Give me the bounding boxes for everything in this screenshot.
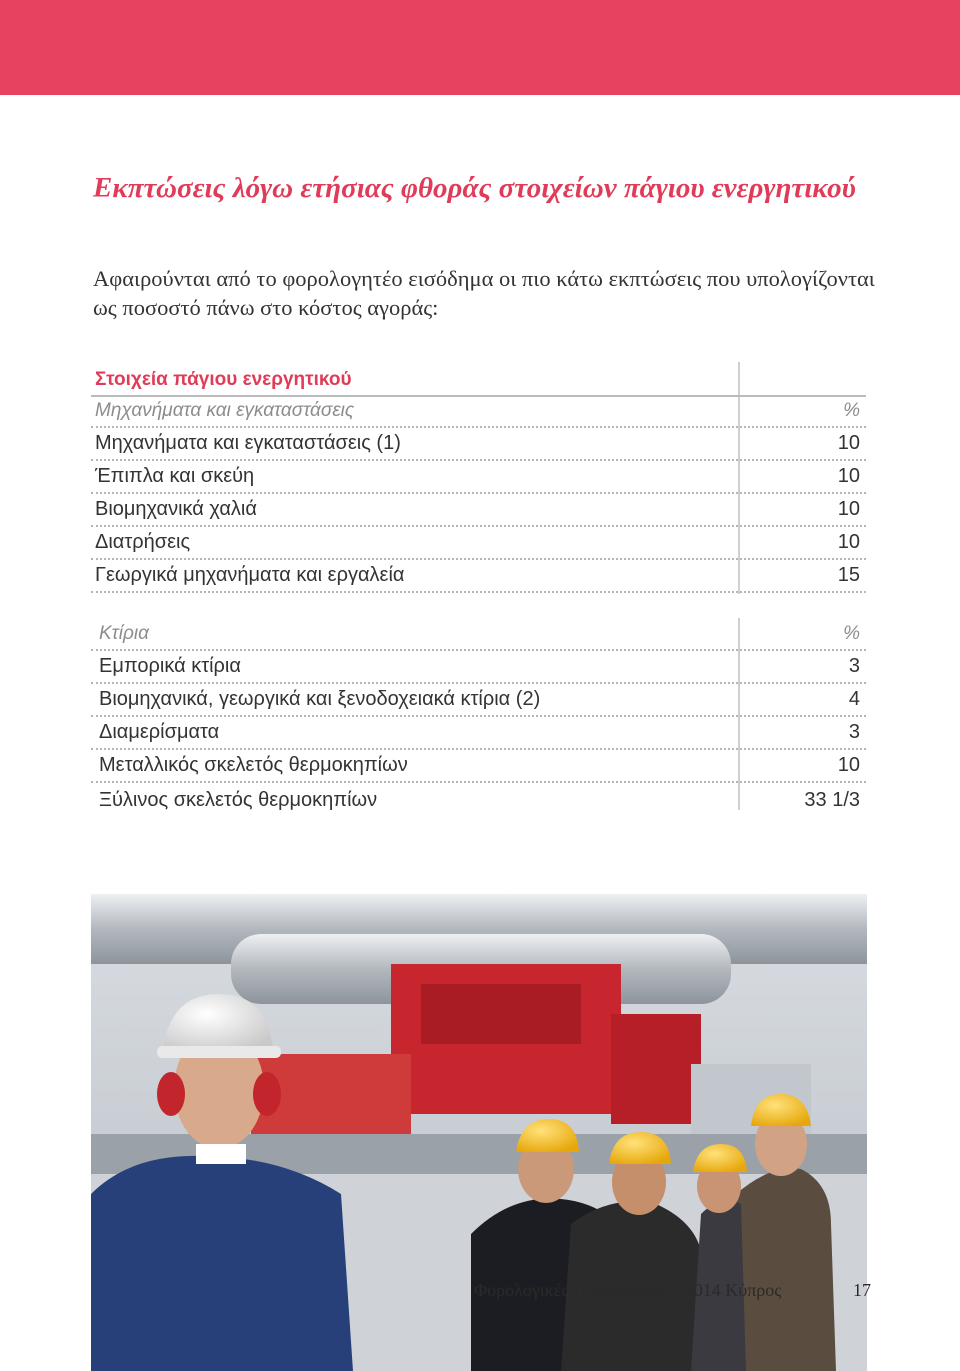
row-label: Βιομηχανικά, γεωργικά και ξενοδοχειακά κτίρια (2) xyxy=(99,688,541,710)
table-row xyxy=(91,651,866,684)
row-value: 10 xyxy=(837,465,860,487)
table-row xyxy=(91,750,866,783)
table-row xyxy=(91,560,866,593)
top-accent-band xyxy=(0,0,960,95)
row-label: Ξύλινος σκελετός θερμοκηπίων xyxy=(99,789,378,811)
page-number: 17 xyxy=(853,1280,871,1300)
table-row xyxy=(91,684,866,717)
row-label: Διαμερίσματα xyxy=(99,721,220,743)
row-value: 3 xyxy=(848,655,860,677)
row-value: 4 xyxy=(848,688,860,710)
table-row xyxy=(91,527,866,560)
row-label: Διατρήσεις xyxy=(95,531,191,553)
table-subheader xyxy=(91,395,866,428)
table-row xyxy=(91,783,866,816)
subheader-label: Μηχανήματα και εγκαταστάσεις xyxy=(95,400,355,421)
row-value: 10 xyxy=(837,498,860,520)
row-value: 15 xyxy=(837,564,860,586)
buildings-table xyxy=(91,618,866,816)
table-header-label: Στοιχεία πάγιου ενεργητικού xyxy=(95,369,352,390)
row-label: Μηχανήματα και εγκαταστάσεις (1) xyxy=(95,432,401,454)
intro-paragraph: Αφαιρούνται από το φορολογητέο εισόδημα οι πιο κάτω εκπτώσεις που υπολογίζονται ως ποσοστό πάνω στο κόστος αγοράς: xyxy=(93,266,875,320)
row-value: 3 xyxy=(848,721,860,743)
subheader-label: Κτίρια xyxy=(99,623,149,644)
row-value: 10 xyxy=(837,754,860,776)
row-label: Βιομηχανικά χαλιά xyxy=(95,498,257,520)
subheader-unit: % xyxy=(843,623,860,644)
table-header xyxy=(91,362,866,395)
fixed-assets-table xyxy=(91,362,866,593)
table-subheader xyxy=(91,618,866,651)
row-value: 10 xyxy=(837,531,860,553)
row-label: Εμπορικά κτίρια xyxy=(99,655,241,677)
row-label: Μεταλλικός σκελετός θερμοκηπίων xyxy=(99,754,408,776)
page-title: Εκπτώσεις λόγω ετήσιας φθοράς στοιχείων πάγιου ενεργητικού xyxy=(93,172,856,204)
row-label: Γεωργικά μηχανήματα και εργαλεία xyxy=(95,564,405,586)
footer-text: Φορολογικές Πληροφορίες - 2014 Κύπρος xyxy=(474,1280,782,1300)
row-label: Έπιπλα και σκεύη xyxy=(95,465,255,487)
table-row xyxy=(91,428,866,461)
row-value: 10 xyxy=(837,432,860,454)
subheader-unit: % xyxy=(843,400,860,421)
table-row xyxy=(91,717,866,750)
row-value: 33 1/3 xyxy=(804,789,860,811)
table-row xyxy=(91,461,866,494)
table-row xyxy=(91,494,866,527)
